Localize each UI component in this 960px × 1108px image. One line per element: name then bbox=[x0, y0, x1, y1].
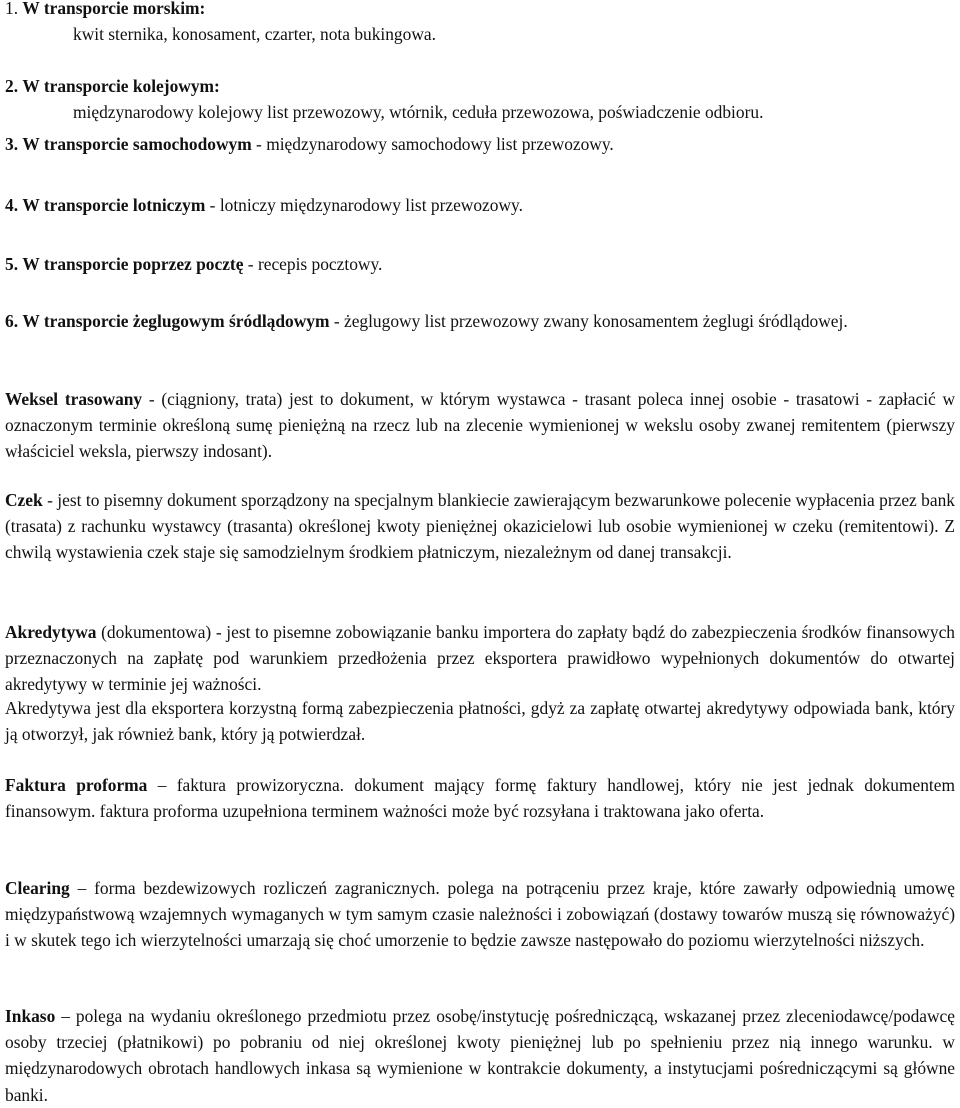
definition-akredytywa bbox=[5, 619, 955, 698]
definition-text: - jest to pisemny dokument sporządzony na specjalnym blankiecie zawierającym bezwarunkowe polecenie wypłacenia przez bank (trasata) z rachunku wystawcy (trasanta) określonej kwoty pieniężnej okazicielowi lub osobie wymienionej w czeku (remitentowi). Z chwilą wystawienia czek staje się samodzielnym środkiem płatniczym, niezależnym od danej transakcji. bbox=[5, 490, 955, 563]
list-item-1-heading bbox=[5, 0, 955, 21]
list-separator: - bbox=[205, 195, 220, 215]
list-description: żeglugowy list przewozowy zwany konosamentem żeglugi śródlądowej. bbox=[343, 311, 848, 331]
list-heading: W transporcie żeglugowym śródlądowym bbox=[22, 311, 330, 331]
definition-term: Czek bbox=[5, 490, 43, 510]
definition-clearing bbox=[5, 875, 955, 954]
list-number: 3. bbox=[5, 134, 19, 154]
definition-weksel bbox=[5, 386, 955, 465]
list-separator: - bbox=[243, 254, 258, 274]
definition-text: (dokumentowa) - jest to pisemne zobowiązanie banku importera do zapłaty bądź do zabezpieczenia środków finansowych przeznaczonych na zapłatę pod warunkiem przedłożenia przez eksportera prawidłowo wypełnionych dokumentów do otwartej akredytywy w terminie jej ważności. bbox=[5, 622, 955, 695]
definition-term: Faktura proforma bbox=[5, 775, 148, 795]
definition-text: – faktura prowizoryczna. dokument mający formę faktury handlowej, który nie jest jednak dokumentem finansowym. faktura proforma uzupełniona terminem ważności może być rozsyłana i traktowana jako oferta. bbox=[5, 775, 956, 822]
definition-term: Clearing bbox=[5, 878, 70, 898]
list-description: lotniczy międzynarodowy list przewozowy. bbox=[219, 195, 523, 215]
list-heading: W transporcie poprzez pocztę bbox=[22, 254, 244, 274]
definition-faktura-proforma bbox=[5, 772, 955, 824]
list-item-5 bbox=[5, 251, 955, 277]
list-item-6 bbox=[5, 308, 955, 334]
list-heading: W transporcie morskim: bbox=[22, 0, 206, 18]
list-description: międzynarodowy samochodowy list przewozowy. bbox=[266, 134, 614, 154]
definition-text: - (ciągniony, trata) jest to dokument, w którym wystawca - trasant poleca innej osobie - trasatowi - zapłacić w oznaczonym terminie określoną sumę pieniężną na rzecz lub na zlecenie wymienionej w wekslu osoby zwanej remitentem (pierwszy właściciel weksla, pierwszy indosant). bbox=[5, 389, 956, 462]
definition-text: – forma bezdewizowych rozliczeń zagranicznych. polega na potrąceniu przez kraje, które zawarły odpowiednią umowę międzypaństwową wzajemnych wymaganych w tym samym czasie należności i zobowiązań (dostawy towarów muszą się równoważyć) i w skutek tego ich wierzytelności umarzają się choć umorzenie to będzie zawsze następowało do poziomu wierzytelności niższych. bbox=[5, 878, 955, 951]
definition-inkaso bbox=[5, 1003, 955, 1108]
list-separator: - bbox=[251, 134, 267, 154]
definition-term: Weksel trasowany bbox=[5, 389, 143, 409]
list-description: recepis pocztowy. bbox=[257, 254, 383, 274]
list-item-3 bbox=[5, 131, 955, 157]
list-heading: W transporcie samochodowym bbox=[22, 134, 252, 154]
akredytywa-note bbox=[5, 695, 955, 747]
definition-text: Akredytywa jest dla eksportera korzystną formą zabezpieczenia płatności, gdyż za zapłatę otwartej akredytywy odpowiada bank, który ją otworzył, jak również bank, który ją potwierdzał. bbox=[5, 698, 955, 745]
list-item-4 bbox=[5, 192, 955, 218]
list-number: 5. bbox=[5, 254, 19, 274]
definition-term: Akredytywa bbox=[5, 622, 97, 642]
definition-text: – polega na wydaniu określonego przedmiotu przez osobę/instytucję pośredniczącą, wskazanej przez zleceniodawcę/podawcę osoby trzeciej (płatnikowi) po pobraniu od niej określonej kwoty pieniężnej lub po spełnieniu przez nią innego warunku. w międzynarodowych obrotach handlowych inkasa są wymienione w kontrakcie dokumenty, a instytucjami pośredniczącymi są główne banki. bbox=[5, 1006, 955, 1105]
list-separator: - bbox=[329, 311, 344, 331]
list-item-2-heading bbox=[5, 73, 955, 99]
definition-term: Inkaso bbox=[5, 1006, 56, 1026]
list-heading: W transporcie lotniczym bbox=[22, 195, 206, 215]
list-number: 6. bbox=[5, 311, 19, 331]
list-number: 1. bbox=[5, 0, 19, 18]
list-number: 2. bbox=[5, 76, 19, 96]
list-item-1-details: kwit sternika, konosament, czarter, nota bukingowa. bbox=[73, 24, 436, 44]
list-number: 4. bbox=[5, 195, 19, 215]
list-item-2-details: międzynarodowy kolejowy list przewozowy, wtórnik, ceduła przewozowa, poświadczenie odbioru. bbox=[73, 102, 764, 122]
definition-czek bbox=[5, 487, 955, 566]
list-heading: W transporcie kolejowym: bbox=[22, 76, 220, 96]
